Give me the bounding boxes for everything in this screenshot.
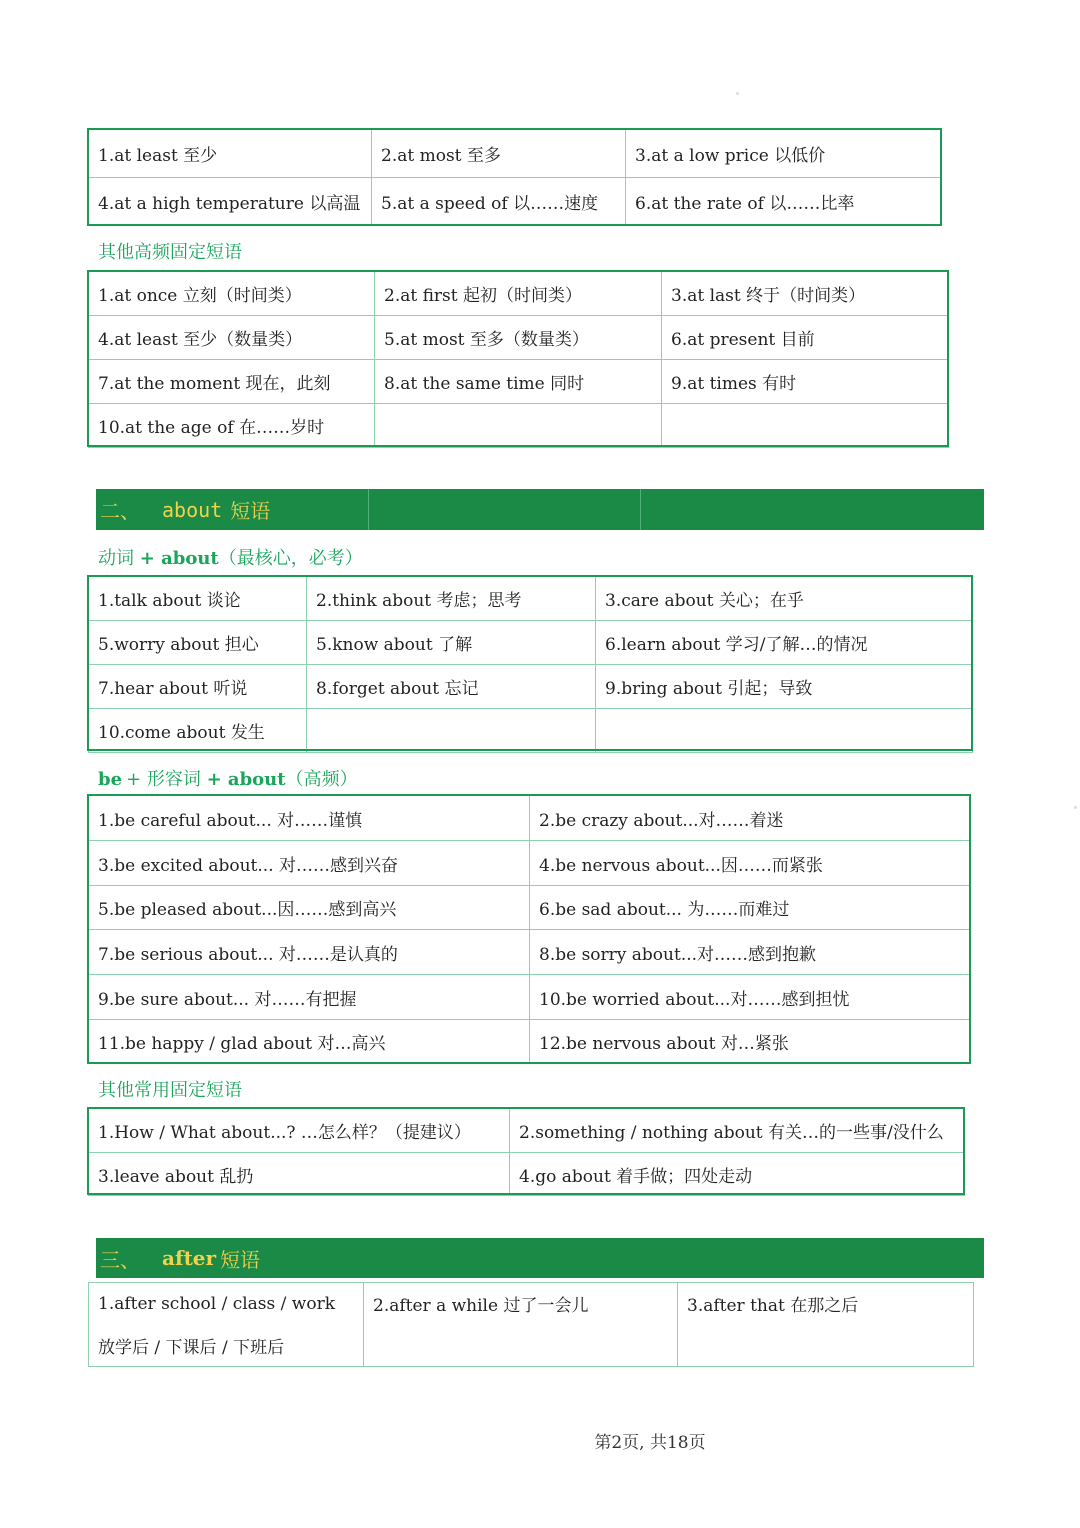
subheading-other-common: 其他常用固定短语 bbox=[98, 1080, 242, 1101]
table-cell: 10.come about 发生 bbox=[89, 709, 307, 753]
section-label: 短语 bbox=[230, 499, 271, 523]
table-cell: 2.think about 考虑；思考 bbox=[307, 577, 596, 621]
scan-speck bbox=[1074, 806, 1077, 809]
section-keyword: after bbox=[162, 1246, 217, 1270]
table-cell: 2.be crazy about...对……着迷 bbox=[530, 796, 971, 841]
table-cell: 5.be pleased about...因……感到高兴 bbox=[89, 886, 530, 930]
table-cell bbox=[662, 404, 949, 448]
table-cell: 6.be sad about... 为……而难过 bbox=[530, 886, 971, 930]
subheading-text: （高频） bbox=[285, 769, 358, 790]
table-cell bbox=[678, 1325, 974, 1367]
table-cell: 8.forget about 忘记 bbox=[307, 665, 596, 709]
subheading-text: （最核心，必考） bbox=[218, 548, 363, 569]
table-cell: 1.talk about 谈论 bbox=[89, 577, 307, 621]
section-label: 短语 bbox=[220, 1247, 261, 1272]
table-cell: 3.care about 关心；在乎 bbox=[596, 577, 973, 621]
table-cell: 放学后 / 下课后 / 下班后 bbox=[89, 1325, 364, 1367]
table-cell: 2.at first 起初（时间类） bbox=[375, 272, 662, 316]
at-phrases-table bbox=[88, 129, 942, 226]
other-about-phrases-table bbox=[88, 1108, 965, 1196]
subheading-bold: + about bbox=[206, 769, 286, 790]
table-cell: 3.be excited about... 对……感到兴奋 bbox=[89, 841, 530, 886]
scan-speck bbox=[736, 92, 739, 95]
table-cell: 1.at least 至少 bbox=[89, 130, 372, 178]
table-cell: 3.at last 终于（时间类） bbox=[662, 272, 949, 316]
subheading-bold: + about bbox=[139, 548, 219, 569]
table-cell: 9.bring about 引起；导致 bbox=[596, 665, 973, 709]
table-cell: 1.How / What about...? …怎么样？（提建议） bbox=[89, 1109, 510, 1153]
be-adj-about-table bbox=[88, 795, 971, 1064]
table-cell: 12.be nervous about 对…紧张 bbox=[530, 1020, 971, 1064]
table-cell: 3.after that 在那之后 bbox=[678, 1283, 974, 1325]
table-cell bbox=[307, 709, 596, 753]
subheading-be-adj-about bbox=[98, 765, 358, 791]
verb-about-table bbox=[88, 576, 973, 753]
table-cell: 3.at a low price 以低价 bbox=[626, 130, 942, 178]
table-cell: 9.be sure about... 对……有把握 bbox=[89, 975, 530, 1020]
table-cell: 2.at most 至多 bbox=[372, 130, 626, 178]
table-cell: 3.leave about 乱扔 bbox=[89, 1153, 510, 1196]
table-cell: 5.worry about 担心 bbox=[89, 621, 307, 665]
table-cell: 1.after school / class / work bbox=[89, 1283, 364, 1325]
table-cell bbox=[596, 709, 973, 753]
table-cell: 9.at times 有时 bbox=[662, 360, 949, 404]
table-cell: 5.know about 了解 bbox=[307, 621, 596, 665]
table-cell: 6.learn about 学习/了解…的情况 bbox=[596, 621, 973, 665]
subheading-other-frequent: 其他高频固定短语 bbox=[98, 242, 242, 263]
table-cell: 7.hear about 听说 bbox=[89, 665, 307, 709]
table-cell: 10.be worried about...对……感到担忧 bbox=[530, 975, 971, 1020]
table-cell: 4.at a high temperature 以高温 bbox=[89, 178, 372, 226]
subheading-verb-about bbox=[98, 544, 363, 570]
subheading-bold: be bbox=[98, 769, 123, 790]
at-fixed-phrases-table bbox=[88, 271, 949, 448]
subheading-text: 动词 bbox=[98, 548, 140, 569]
table-cell: 7.at the moment 现在，此刻 bbox=[89, 360, 375, 404]
table-cell: 5.at most 至多（数量类） bbox=[375, 316, 662, 360]
table-cell: 7.be serious about... 对……是认真的 bbox=[89, 930, 530, 975]
section-banner-after bbox=[96, 1238, 984, 1278]
table-cell: 2.after a while 过了一会儿 bbox=[364, 1283, 678, 1325]
table-cell bbox=[375, 404, 662, 448]
section-keyword: about bbox=[162, 497, 223, 522]
subheading-text: + 形容词 bbox=[126, 769, 207, 790]
table-cell: 5.at a speed of 以……速度 bbox=[372, 178, 626, 226]
table-cell: 4.go about 着手做；四处走动 bbox=[510, 1153, 965, 1196]
table-cell: 4.be nervous about...因……而紧张 bbox=[530, 841, 971, 886]
table-cell: 4.at least 至少（数量类） bbox=[89, 316, 375, 360]
table-cell: 1.be careful about... 对……谨慎 bbox=[89, 796, 530, 841]
table-cell: 6.at the rate of 以……比率 bbox=[626, 178, 942, 226]
table-cell: 6.at present 目前 bbox=[662, 316, 949, 360]
table-cell bbox=[364, 1325, 678, 1367]
table-cell: 11.be happy / glad about 对…高兴 bbox=[89, 1020, 530, 1064]
table-cell: 8.at the same time 同时 bbox=[375, 360, 662, 404]
table-cell: 1.at once 立刻（时间类） bbox=[89, 272, 375, 316]
section-number: 三、 bbox=[100, 1247, 140, 1272]
section-number: 二、 bbox=[100, 499, 140, 523]
page-number: 第2页, 共18页 bbox=[594, 1433, 706, 1453]
section-banner-about bbox=[96, 489, 984, 530]
table-cell: 10.at the age of 在……岁时 bbox=[89, 404, 375, 448]
after-phrases-table bbox=[88, 1282, 974, 1367]
table-cell: 8.be sorry about...对……感到抱歉 bbox=[530, 930, 971, 975]
table-cell: 2.something / nothing about 有关…的一些事/没什么 bbox=[510, 1109, 965, 1153]
